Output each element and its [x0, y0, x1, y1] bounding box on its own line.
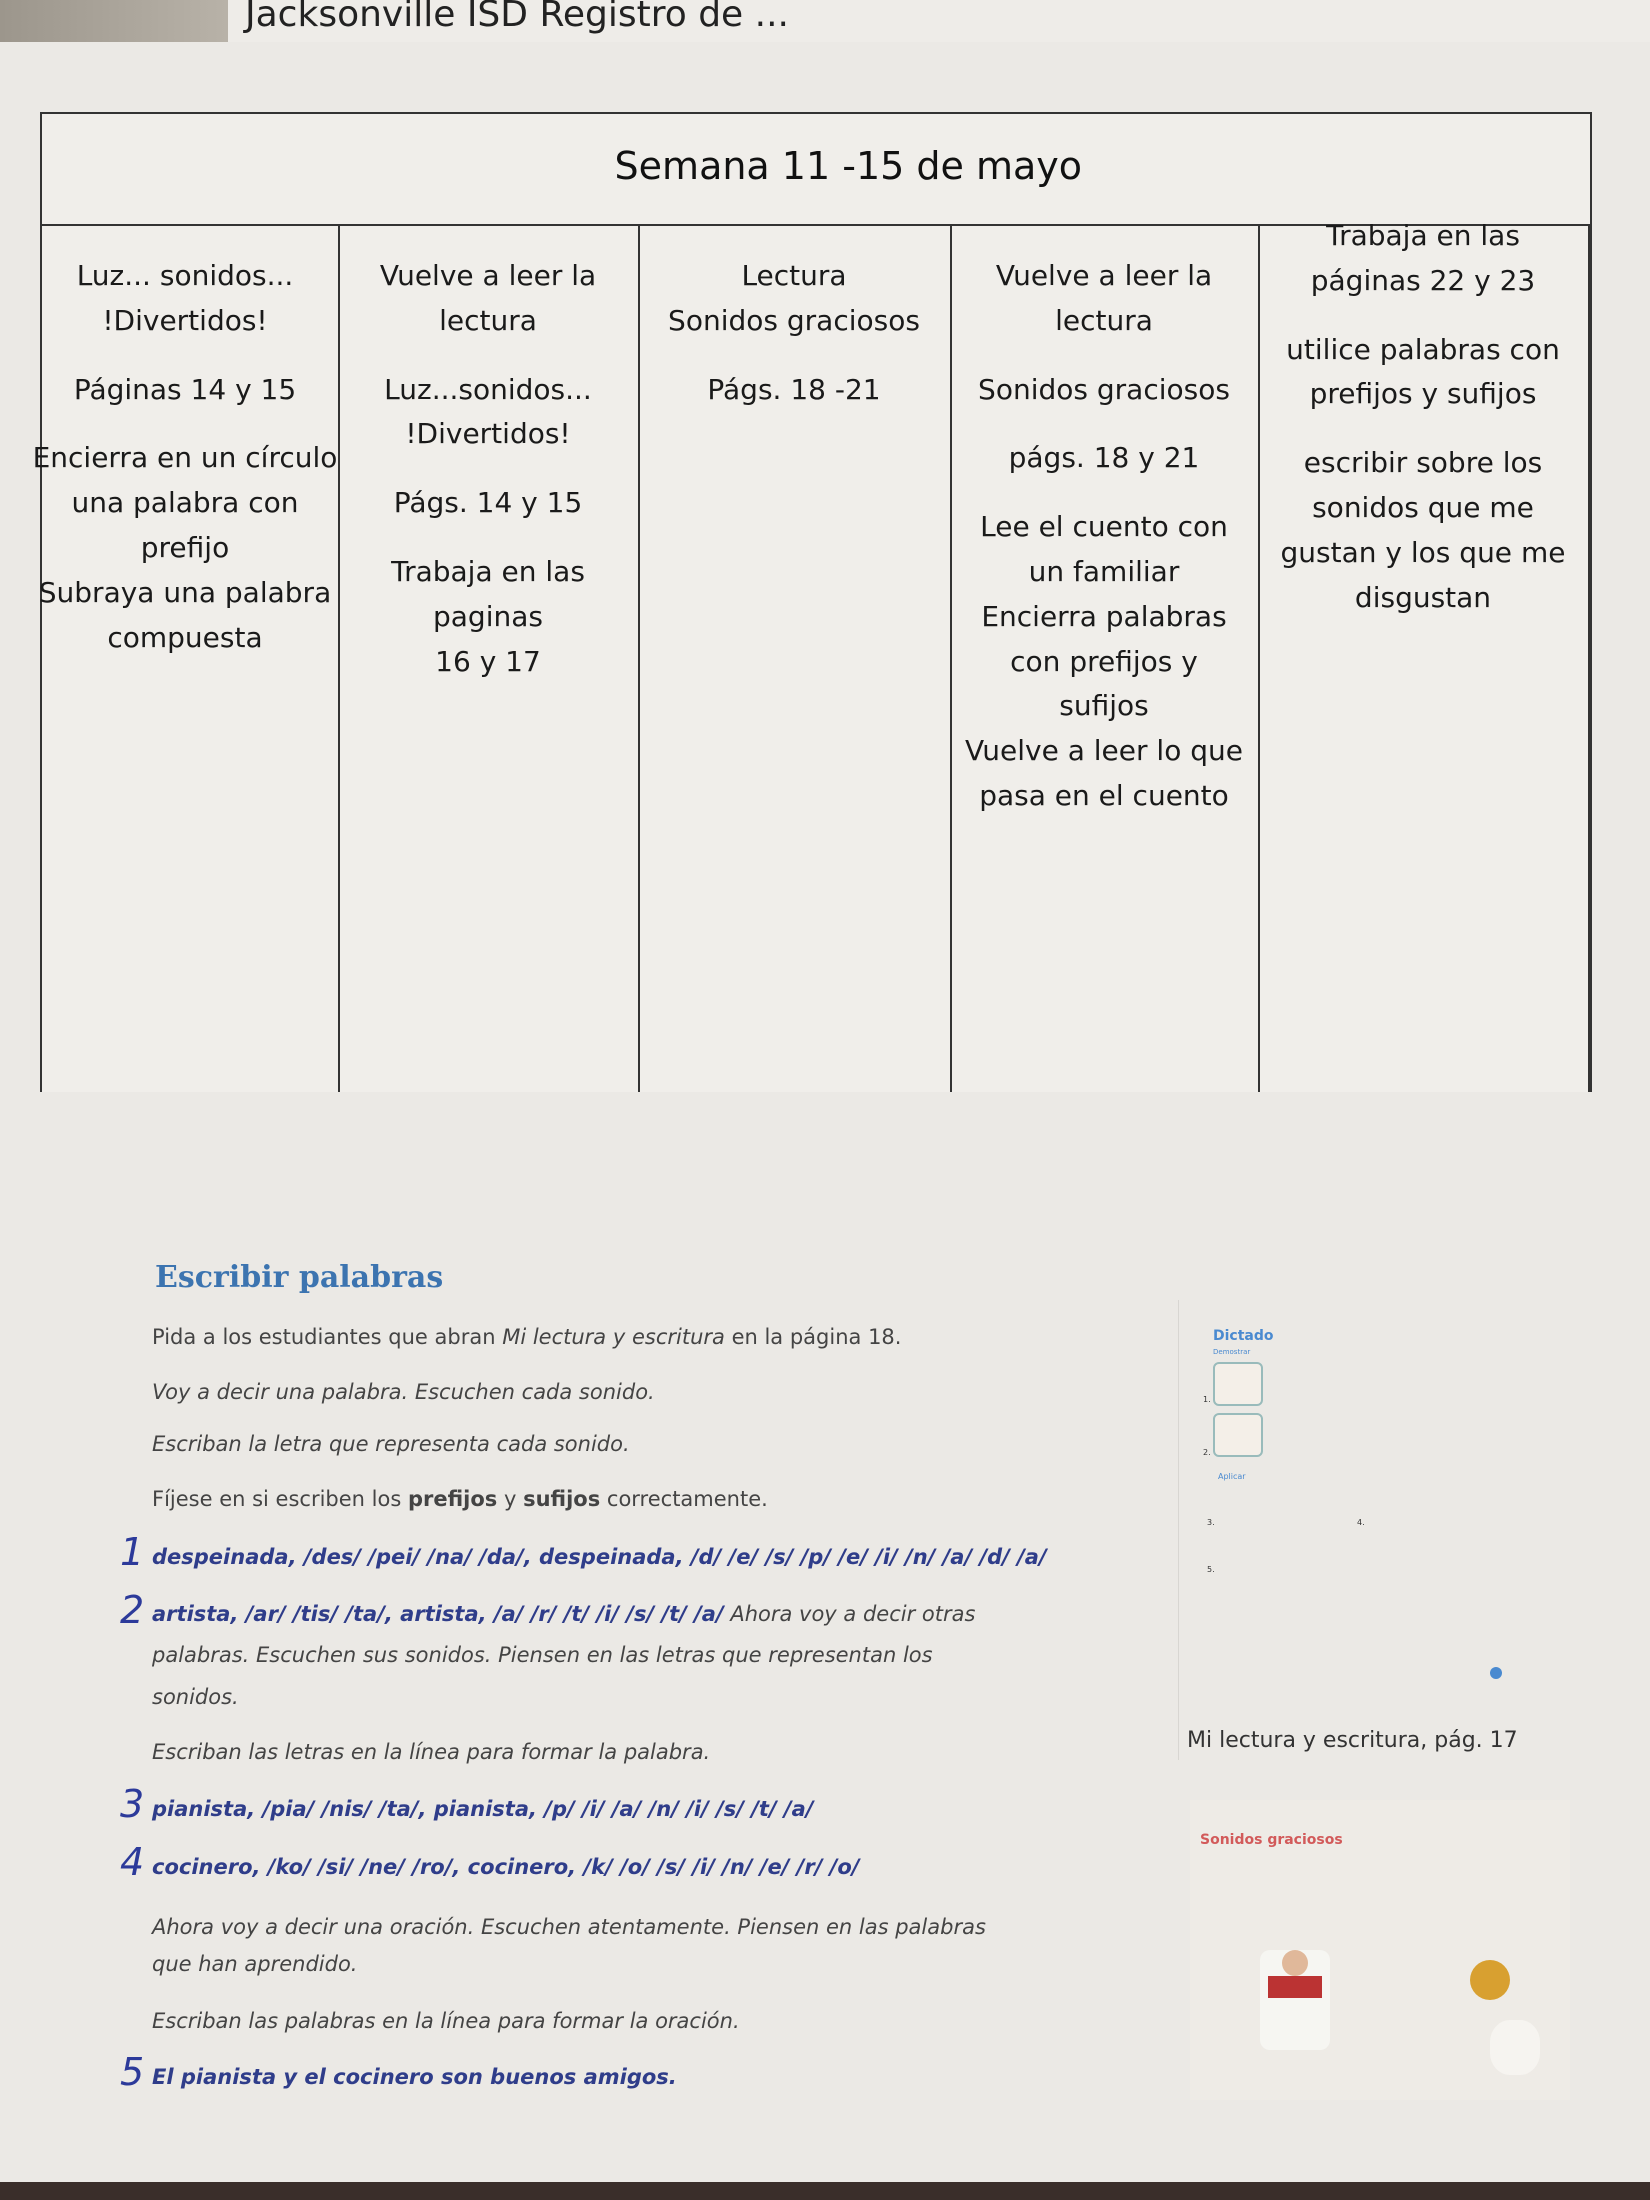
day-1-cell: [30, 254, 340, 684]
day-1-line: Luz... sonidos... !Divertidos!: [76, 259, 294, 337]
day-4-cell: [950, 254, 1258, 843]
day-1-line: Encierra en un círculo una palabra con prefijo Subraya una palabra compuesta: [32, 441, 338, 654]
answer-number: 3.: [1207, 1518, 1215, 1527]
guitar-illustration: [1470, 1960, 1510, 2000]
intro-text: Pida a los estudiantes que abran: [152, 1325, 503, 1349]
dictation-text: artista, /ar/ /tis/ /ta/, artista, /a/ /r/ /t/ /i/ /s/ /t/ /a/: [152, 1602, 724, 1626]
say-line: Escriban las palabras en la línea para formar la oración.: [152, 2009, 740, 2033]
dictation-item: pianista, /pia/ /nis/ /ta/, pianista, /p/ /i/ /a/ /n/ /i/ /s/ /t/ /a/: [152, 1797, 814, 1821]
demostrar-label: Demostrar: [1213, 1348, 1251, 1356]
weekly-plan-table: [32, 112, 1592, 1092]
day-4-line: Sonidos graciosos: [978, 372, 1230, 406]
day-1-line: Páginas 14 y 15: [73, 372, 297, 406]
day-3-line: Págs. 18 -21: [707, 372, 881, 406]
day-5-line: Trabaja en las páginas 22 y 23: [1310, 219, 1536, 297]
book-name: Mi lectura y escritura: [502, 1325, 725, 1349]
check-line: [152, 1487, 768, 1511]
day-4-line: págs. 18 y 21: [1008, 441, 1200, 475]
dictado-heading: Dictado: [1213, 1328, 1274, 1344]
intro-text: en la página 18.: [724, 1325, 902, 1349]
check-text: y: [497, 1487, 524, 1511]
aplicar-label: Aplicar: [1218, 1472, 1246, 1481]
day-5-line: escribir sobre los sonidos que me gustan y los que me disgustan: [1280, 446, 1566, 614]
day-2-line: Trabaja en las paginas 16 y 17: [391, 554, 585, 678]
say-line: palabras. Escuchen sus sonidos. Piensen en las letras que representan los: [152, 1643, 933, 1667]
dog-illustration: [1490, 2020, 1540, 2075]
chef-head: [1282, 1950, 1308, 1976]
background-photo: [0, 0, 228, 42]
dictation-item: El pianista y el cocinero son buenos amigos.: [152, 2065, 677, 2089]
say-line: que han aprendido.: [152, 1952, 358, 1976]
check-bold: prefijos: [407, 1487, 498, 1511]
check-bold: sufijos: [523, 1487, 601, 1511]
say-text: Ahora voy a decir otras: [723, 1602, 976, 1626]
handwritten-number: 3: [120, 1782, 145, 1826]
say-line: Voy a decir una palabra. Escuchen cada sonido.: [152, 1380, 655, 1404]
top-note: Jacksonville ISD Registro de ...: [245, 0, 789, 35]
day-2-line: Págs. 14 y 15: [393, 486, 583, 520]
plan-title: Semana 11 -15 de mayo: [614, 144, 1082, 188]
answer-number: 5.: [1207, 1565, 1215, 1574]
day-3-cell: [638, 254, 950, 436]
day-2-line: Vuelve a leer la lectura: [379, 259, 597, 337]
day-4-line: Vuelve a leer la lectura: [995, 259, 1213, 337]
day-5-cell: [1258, 214, 1588, 644]
page-reference: Mi lectura y escritura, pág. 17: [1187, 1728, 1518, 1753]
dictation-item: despeinada, /des/ /pei/ /na/ /da/, despeinada, /d/ /e/ /s/ /p/ /e/ /i/ /n/ /a/ /d/ /a/: [152, 1545, 1047, 1569]
family-picture: [1213, 1413, 1263, 1457]
answer-number: 1.: [1203, 1395, 1211, 1404]
handwritten-number: 1: [120, 1530, 145, 1574]
page-badge-icon: [1490, 1667, 1502, 1679]
chef-shirt: [1268, 1976, 1322, 1998]
say-line: Escriban la letra que representa cada sonido.: [152, 1432, 630, 1456]
book-title: Sonidos graciosos: [1200, 1832, 1343, 1848]
check-text: Fíjese en si escriben los: [152, 1487, 408, 1511]
section-title: Escribir palabras: [155, 1260, 444, 1295]
handwritten-number: 4: [120, 1840, 145, 1884]
say-line: sonidos.: [152, 1685, 239, 1709]
child-picture: [1213, 1362, 1263, 1406]
answer-number: 4.: [1357, 1518, 1365, 1527]
say-line: Escriban las letras en la línea para formar la palabra.: [152, 1740, 711, 1764]
day-3-line: Lectura Sonidos graciosos: [668, 259, 920, 337]
day-5-line: utilice palabras con prefijos y sufijos: [1286, 332, 1560, 411]
dictation-item: [152, 1602, 975, 1626]
dictation-item: cocinero, /ko/ /si/ /ne/ /ro/, cocinero, /k/ /o/ /s/ /i/ /n/ /e/ /r/ /o/: [152, 1855, 860, 1879]
chef-illustration: [1260, 1950, 1330, 2050]
check-text: correctamente.: [600, 1487, 768, 1511]
handwritten-number: 5: [120, 2050, 145, 2094]
day-4-line: Lee el cuento con un familiar Encierra palabras con prefijos y sufijos Vuelve a leer lo que pasa en el cuento: [965, 510, 1243, 812]
handwritten-number: 2: [120, 1588, 145, 1632]
bottom-edge: [0, 2182, 1650, 2200]
day-2-line: Luz...sonidos... !Divertidos!: [384, 372, 592, 451]
intro-line: [152, 1325, 901, 1349]
column-divider: [1588, 226, 1590, 1092]
day-2-cell: [338, 254, 638, 708]
answer-number: 2.: [1203, 1448, 1211, 1457]
say-line: Ahora voy a decir una oración. Escuchen atentamente. Piensen en las palabras: [152, 1915, 986, 1939]
